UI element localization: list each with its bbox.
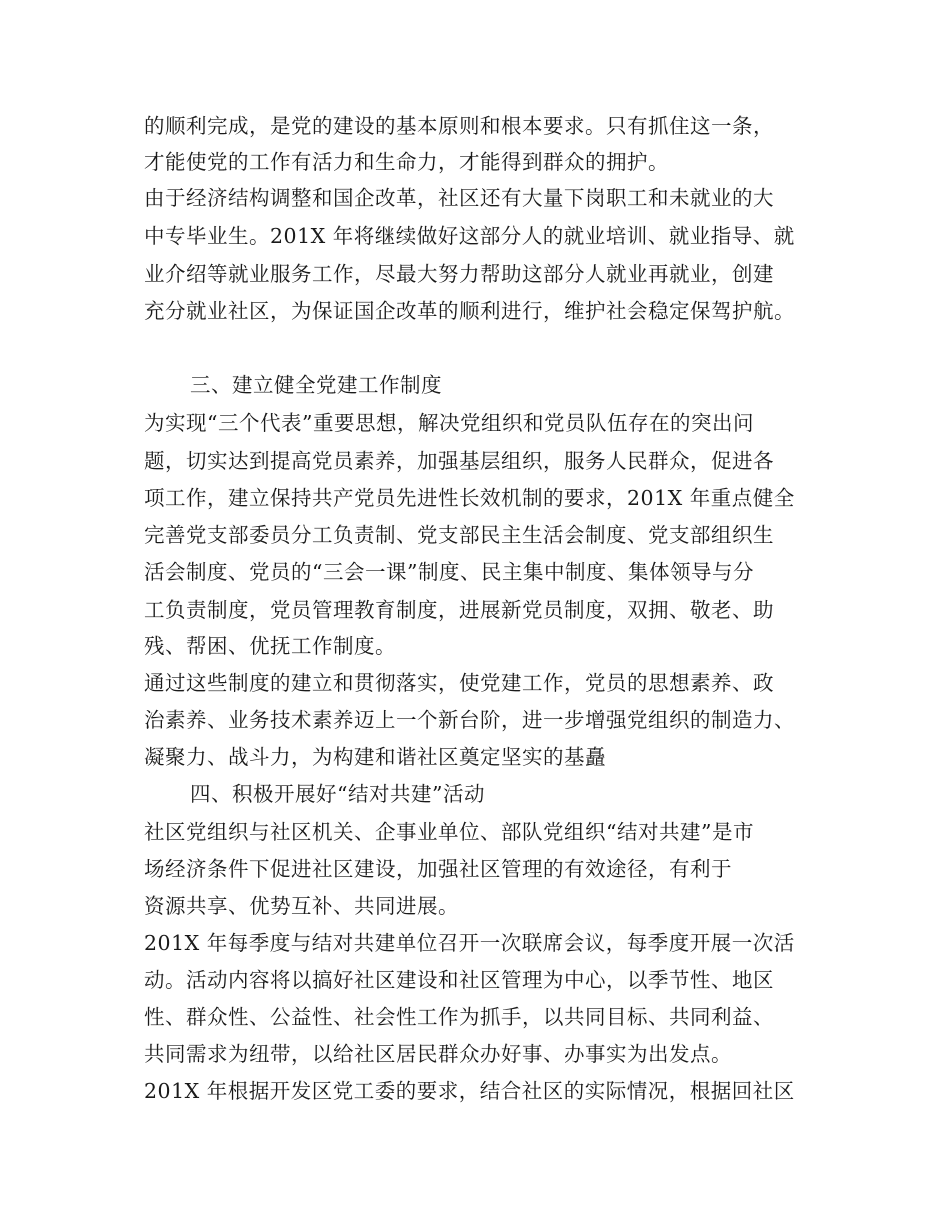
text-line: 充分就业社区，为保证国企改革的顺利进行，维护社会稳定保驾护航。 [144,299,795,323]
text-line: 通过这些制度的建立和贯彻落实，使党建工作，党员的思想素养、政 [144,671,774,695]
text-line: 为实现“三个代表”重要思想，解决党组织和党员队伍存在的突出问 [144,411,754,435]
text-line: 201X 年每季度与结对共建单位召开一次联席会议，每季度开展一次活 [144,931,795,955]
text-line: 题，切实达到提高党员素养，加强基层组织，服务人民群众，促进各 [144,449,774,473]
text-line: 性、群众性、公益性、社会性工作为抓手，以共同目标、共同利益、 [144,1005,774,1029]
text-line: 动。活动内容将以搞好社区建设和社区管理为中心，以季节性、地区 [144,968,774,992]
text-line: 的顺利完成，是党的建设的基本原则和根本要求。只有抓住这一条， [144,114,774,138]
text-line: 中专毕业生。201X 年将继续做好这部分人的就业培训、就业指导、就 [144,224,795,248]
section-heading: 四、积极开展好“结对共建”活动 [190,782,485,806]
section-heading: 三、建立健全党建工作制度 [190,373,442,397]
text-line: 社区党组织与社区机关、企事业单位、部队党组织“结对共建”是市 [144,820,754,844]
text-line: 治素养、业务技术素养迈上一个新台阶，进一步增强党组织的制造力、 [144,708,795,732]
text-line: 201X 年根据开发区党工委的要求，结合社区的实际情况，根据回社区 [144,1079,795,1103]
text-line: 业介绍等就业服务工作，尽最大努力帮助这部分人就业再就业，创建 [144,262,774,286]
text-line: 共同需求为纽带，以给社区居民群众办好事、办事实为出发点。 [144,1042,732,1066]
text-line: 场经济条件下促进社区建设，加强社区管理的有效途径，有利于 [144,857,732,881]
text-line: 项工作，建立保持共产党员先进性长效机制的要求，201X 年重点健全 [144,486,795,510]
text-line: 活会制度、党员的“三会一课”制度、民主集中制度、集体领导与分 [144,560,754,584]
text-line: 工负责制度，党员管理教育制度，进展新党员制度，双拥、敬老、助 [144,598,774,622]
text-line: 残、帮困、优抚工作制度。 [144,634,396,658]
text-line: 凝聚力、战斗力，为构建和谐社区奠定坚实的基矗 [144,745,606,769]
text-line: 才能使党的工作有活力和生命力，才能得到群众的拥护。 [144,150,669,174]
text-line: 由于经济结构调整和国企改革，社区还有大量下岗职工和未就业的大 [144,186,774,210]
text-line: 完善党支部委员分工负责制、党支部民主生活会制度、党支部组织生 [144,523,774,547]
text-line: 资源共享、优势互补、共同进展。 [144,894,459,918]
